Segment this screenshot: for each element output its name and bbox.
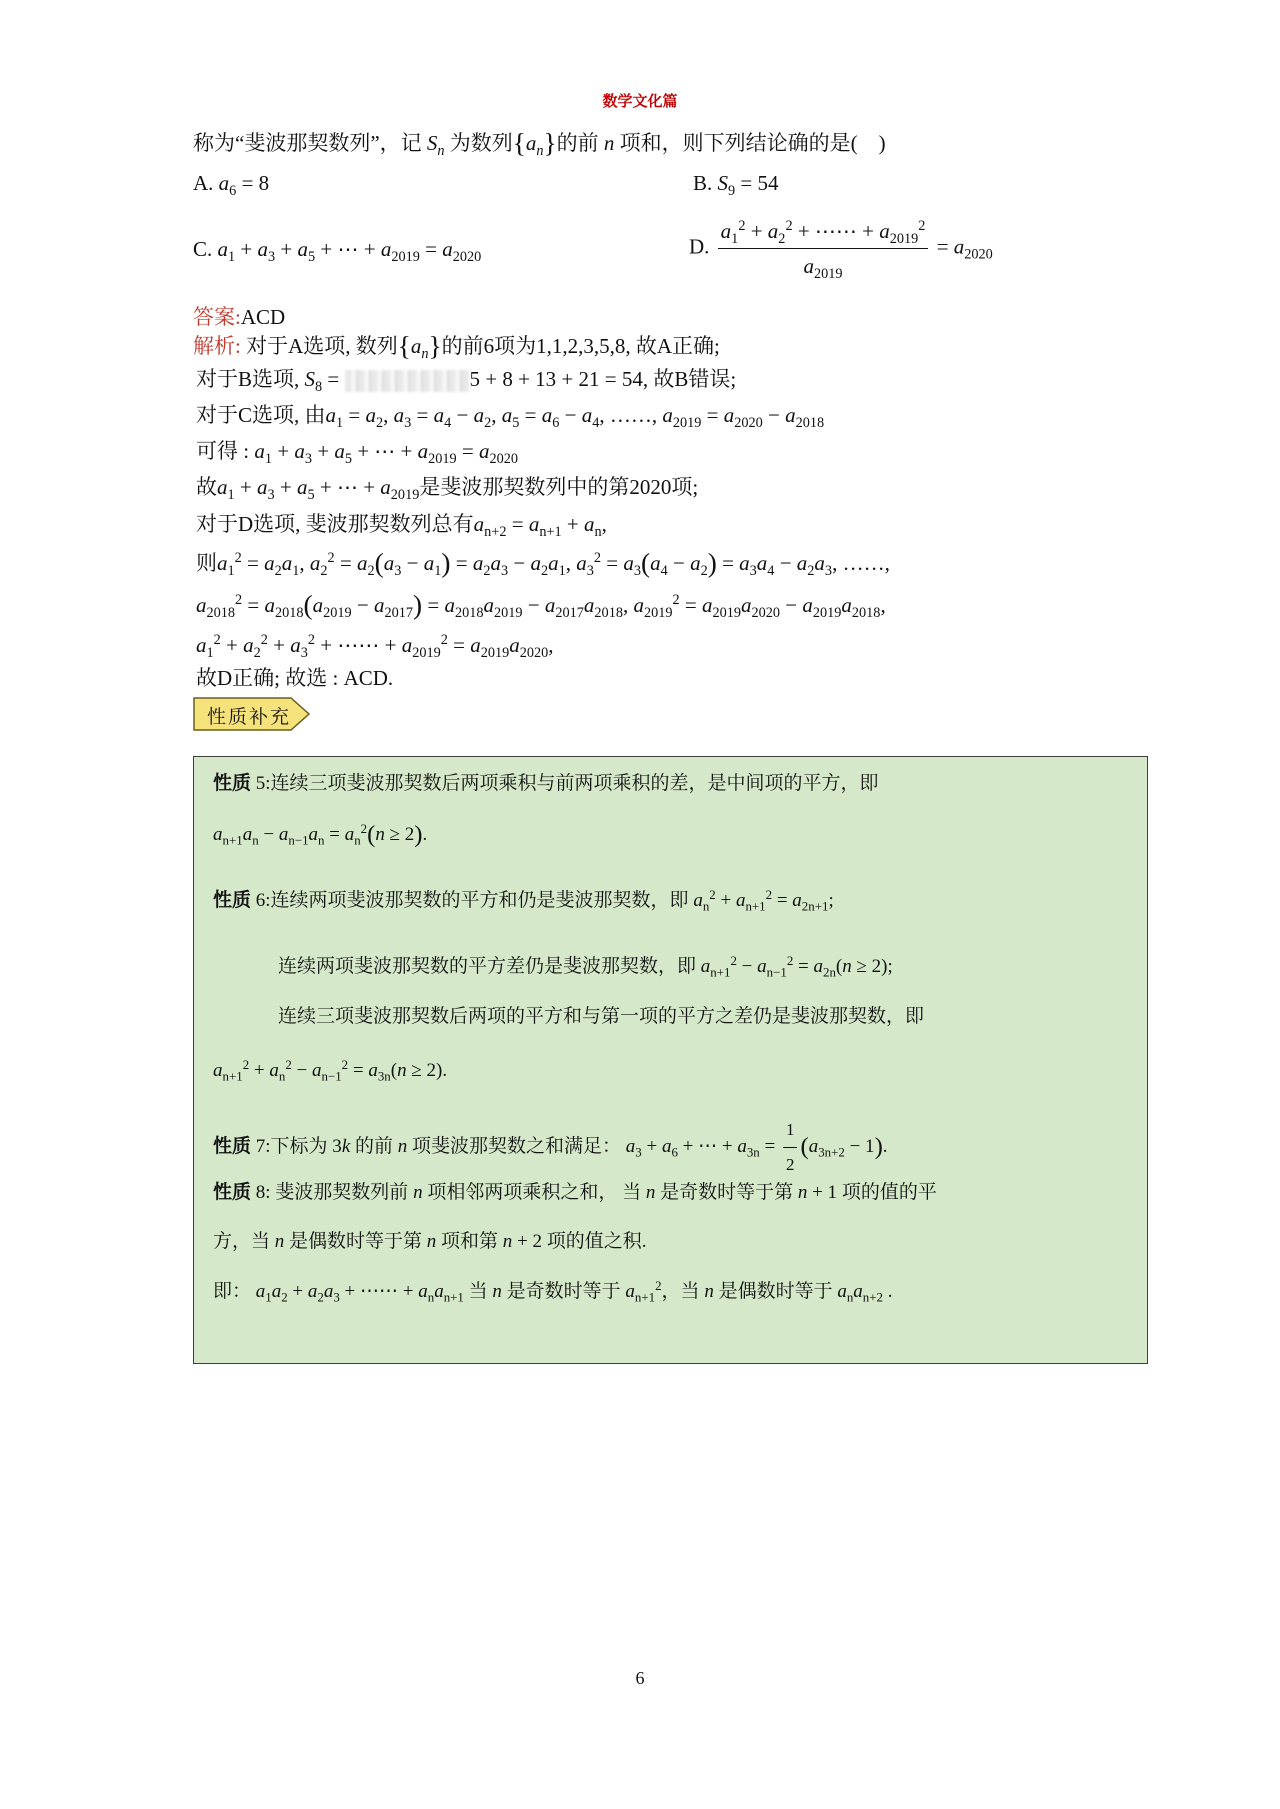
- analysis-line-3: 对于C选项, 由$a_1 = a_2$, $a_3 = a_4 - a_2$, $a_5 = a_6 - a_4$, ……, $a_{2019} = a_{2020} - a_{2018}$: [196, 403, 825, 431]
- analysis-line-2: 对于B选项, $S_8 = 5 + 8 + 13 + 21 = 54$, 故B错误;: [196, 367, 737, 395]
- blurred-region: [345, 370, 470, 392]
- analysis-line-8: $a_{2018}^2 = a_{2018}(a_{2019} - a_{2017}) = a_{2018}a_{2019} - a_{2017}a_{2018}$, $a_{2019}^2 = a_{2019}a_{2020} - a_{2019}a_{2018}$,: [196, 590, 886, 621]
- analysis-line-4: 可得 : $a_1 + a_3 + a_5$ + ⋯ + $a_{2019} = a_{2020}$: [196, 439, 519, 467]
- analysis-line-7: 则$a_1^2 = a_2a_1$, $a_2^2 = a_2(a_3 - a_1) = a_2a_3 - a_2a_1$, $a_3^2 = a_3(a_4 - a_2) = a_3a_4 - a_2a_3$, ……,: [196, 548, 890, 579]
- option-c: C. $a_1 + a_3 + a_5$ + ⋯ + $a_{2019} = a_{2020}$: [193, 237, 482, 265]
- property-8-line-2: 方，当 n 是偶数时等于第 n 项和第 n + 2 项的值之积.: [213, 1231, 647, 1252]
- analysis-line-1: 解析: 对于A选项, 数列$\{a_n\}$的前6项为1,1,2,3,5,8, 故A正确;: [193, 331, 720, 362]
- property-5: 性质 5:连续三项斐波那契数后两项乘积与前两项乘积的差，是中间项的平方，即: [213, 772, 879, 794]
- property-8: 性质 8: 斐波那契数列前 n 项相邻两项乘积之和， 当 n 是奇数时等于第 n + 1 项的值的平: [213, 1181, 937, 1203]
- page-header: 数学文化篇: [602, 94, 678, 110]
- option-a: A. $a_6 = 8$: [193, 171, 270, 199]
- property-8-line-3: 即： $a_1a_2 + a_2a_3$ + ⋯⋯ + $a_na_{n+1}$ 当 n 是奇数时等于 $a_{n+1}^2$，当 n 是偶数时等于 $a_na_{n+2}$ .: [213, 1277, 893, 1305]
- option-d: D. $\frac{a_1^2 + a_2^2 + \cdots\cdots + a_{2019}^2}{a_{2019}}$ = $a_{2020}$: [689, 216, 993, 281]
- analysis-line-10: 故D正确; 故选 : ACD.: [196, 666, 394, 690]
- question-stem: 称为“斐波那契数列”，记 $S_n$ 为数列$\{a_n\}$的前 n 项和，则下列结论确的是( ): [193, 128, 886, 159]
- analysis-line-5: 故$a_1 + a_3 + a_5$ + ⋯ + $a_{2019}$是斐波那契数列中的第2020项;: [196, 475, 699, 503]
- properties-tag: 性质补充: [193, 697, 311, 731]
- analysis-line-6: 对于D选项, 斐波那契数列总有$a_{n+2} = a_{n+1} + a_n$,: [196, 512, 607, 540]
- answer: 答案:ACD: [193, 305, 286, 329]
- property-7: 性质 7:下标为 3k 的前 n 项斐波那契数之和满足： $a_3 + a_6$ + ⋯ + $a_{3n}$ = $\frac{1}{2}$ $(a_{3n+2} - 1)$.: [213, 1115, 888, 1180]
- analysis-line-9: $a_1^2 + a_2^2 + a_3^2$ + ⋯⋯ + $a_{2019}^2 = a_{2019}a_{2020}$,: [196, 632, 554, 661]
- property-5-formula: $a_{n+1}a_n - a_{n-1}a_n = a_n^2(n \ge 2)$.: [213, 820, 428, 848]
- property-6: 性质 6:连续两项斐波那契数的平方和仍是斐波那契数，即 $a_n^2 + a_{n+1}^2 = a_{2n+1}$;: [213, 886, 834, 914]
- page-number: 6: [635, 1668, 645, 1688]
- property-6-c: 连续三项斐波那契数后两项的平方和与第一项的平方之差仍是斐波那契数，即: [278, 1006, 925, 1027]
- property-6-b: 连续两项斐波那契数的平方差仍是斐波那契数，即 $a_{n+1}^2 - a_{n-1}^2 = a_{2n}(n \ge 2)$;: [278, 952, 893, 980]
- property-6-c-formula: $a_{n+1}^2 + a_n^2 - a_{n-1}^2 = a_{3n}(n \ge 2)$.: [213, 1056, 448, 1084]
- option-b: B. $S_9 = 54$: [693, 171, 779, 199]
